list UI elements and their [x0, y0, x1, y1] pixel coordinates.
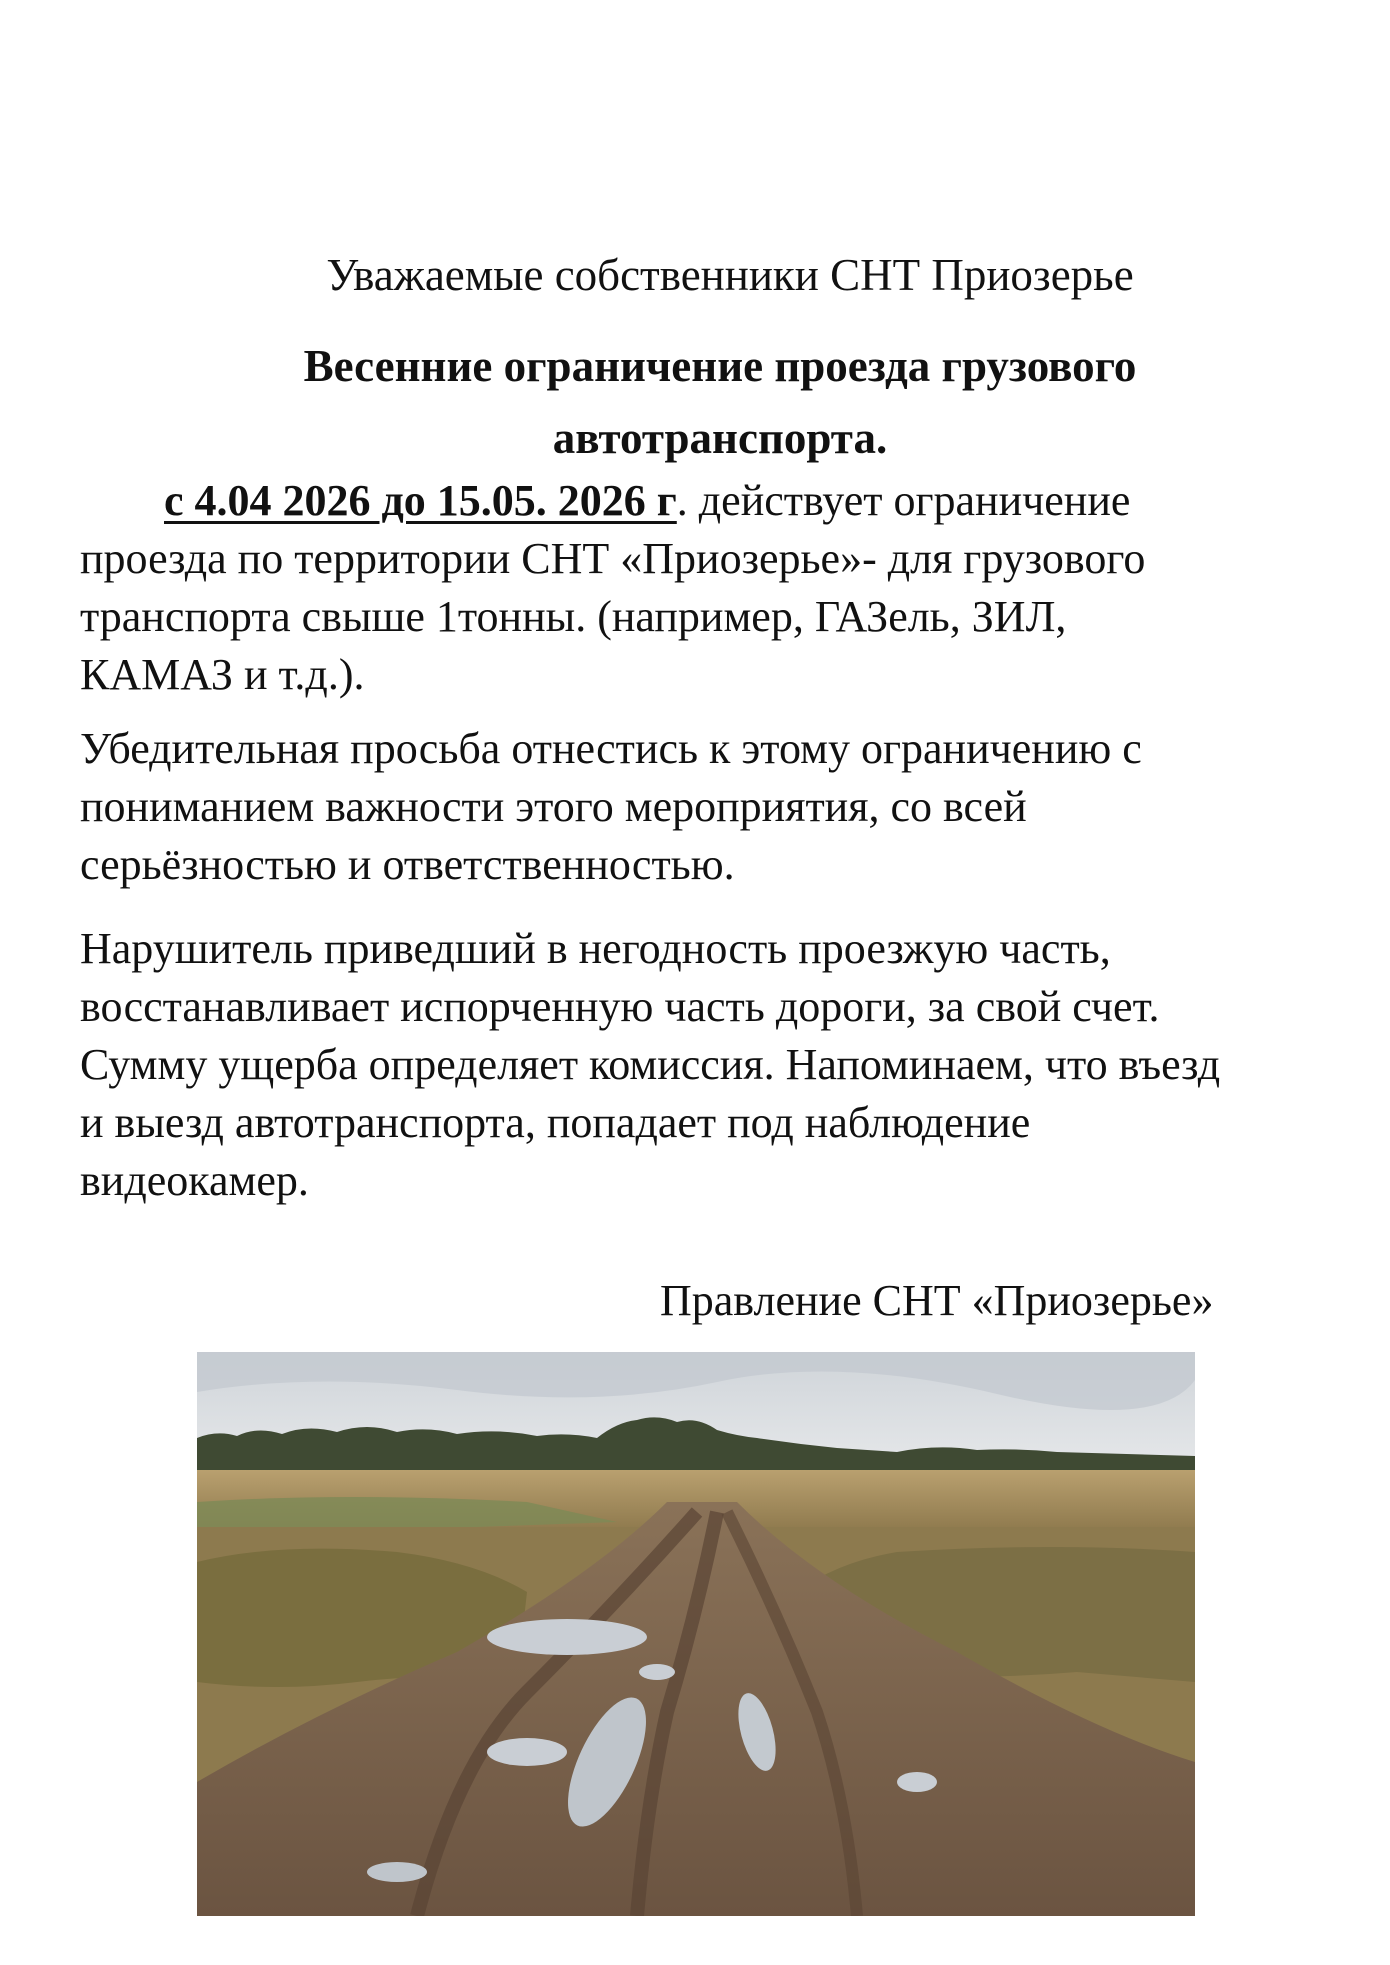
restriction-line-3: транспорта свыше 1тонны. (например, ГАЗель, ЗИЛ, [80, 592, 1067, 641]
muddy-road-illustration [197, 1352, 1195, 1916]
muddy-road-photo [197, 1352, 1195, 1916]
restriction-line-1-rest: . действует ограничение [676, 476, 1131, 525]
violation-paragraph [80, 920, 1330, 1210]
puddle-3 [487, 1738, 567, 1766]
request-line-2: пониманием важности этого мероприятия, со всей [80, 782, 1027, 831]
restriction-paragraph [80, 472, 1330, 704]
puddle-5 [897, 1772, 937, 1792]
notice-title [160, 330, 1280, 474]
title-line-1: Весенние ограничение проезда грузового [303, 341, 1137, 391]
signature: Правление СНТ «Приозерье» [660, 1276, 1214, 1325]
violation-line-1: Нарушитель приведший в негодность проезжую часть, [80, 924, 1111, 973]
restriction-line-2: проезда по территории СНТ «Приозерье»- для грузового [80, 534, 1146, 583]
violation-line-3: Сумму ущерба определяет комиссия. Напоминаем, что въезд [80, 1040, 1221, 1089]
request-paragraph [80, 720, 1330, 894]
request-line-3: серьёзностью и ответственностью. [80, 840, 735, 889]
request-line-1: Убедительная просьба отнестись к этому ограничению с [80, 724, 1142, 773]
puddle-7 [639, 1664, 675, 1680]
restriction-dates: с 4.04 2026 до 15.05. 2026 г [164, 476, 677, 525]
restriction-line-1 [80, 472, 1330, 530]
puddle-6 [367, 1862, 427, 1882]
violation-line-4: и выезд автотранспорта, попадает под наблюдение [80, 1098, 1031, 1147]
puddle-1 [487, 1619, 647, 1655]
violation-line-2: восстанавливает испорченную часть дороги, за свой счет. [80, 982, 1160, 1031]
greeting: Уважаемые собственники СНТ Приозерье [326, 250, 1134, 300]
title-line-2: автотранспорта. [552, 413, 888, 463]
restriction-line-4: КАМАЗ и т.д.). [80, 650, 365, 699]
violation-line-5: видеокамер. [80, 1156, 309, 1205]
